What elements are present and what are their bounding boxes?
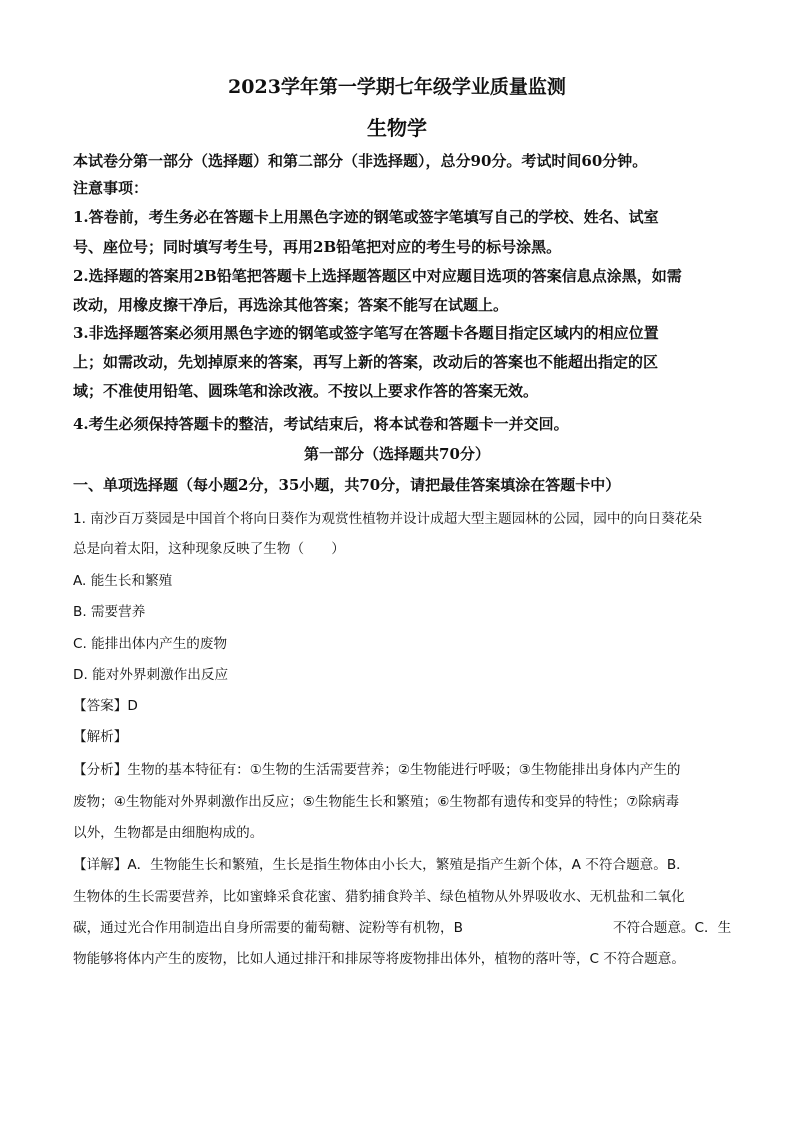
section-heading: 一、单项选择题（每小题2分，35小题，共70分，请把最佳答案填涂在答题卡中） (73, 476, 621, 494)
question-1-stem-line-1: 1. 南沙百万葵园是中国首个将向日葵作为观赏性植物并设计成超大型主题园林的公园，园中的向日葵花朵 (73, 511, 703, 527)
option-a: A. 能生长和繁殖 (73, 573, 173, 589)
xiangjie-line-2: 生物体的生长需要营养，比如蜜蜂采食花蜜、猎豹捕食羚羊、绿色植物从外界吸收水、无机盐和二氧化 (73, 889, 685, 905)
notice-3-line-1: 3.非选择题答案必须用黑色字迹的钢笔或签字笔写在答题卡各题目指定区域内的相应位置 (73, 324, 659, 342)
notice-3-line-2: 上；如需改动，先划掉原来的答案，再写上新的答案，改动后的答案也不能超出指定的区 (73, 353, 659, 371)
option-b: B. 需要营养 (73, 604, 146, 620)
notice-3-line-3: 域；不准使用铅笔、圆珠笔和涂改液。不按以上要求作答的答案无效。 (73, 382, 539, 400)
notice-4-line-1: 4.考生必须保持答题卡的整洁，考试结束后，将本试卷和答题卡一并交回。 (73, 415, 569, 433)
question-1-stem-line-2: 总是向着太阳，这种现象反映了生物（ ） (73, 541, 345, 557)
xiangjie-line-4: 物能够将体内产生的废物，比如人通过排汗和排尿等将废物排出体外，植物的落叶等，C 不符合题意。 (73, 951, 685, 967)
part1-heading: 第一部分（选择题共70分） (304, 445, 490, 463)
fenxi-line-3: 以外，生物都是由细胞构成的。 (73, 825, 264, 841)
notice-2-line-2: 改动，用橡皮擦干净后，再选涂其他答案；答案不能写在试题上。 (73, 296, 509, 314)
notice-heading: 注意事项： (73, 179, 149, 197)
xiangjie-line-3-part-1: 碳，通过光合作用制造出自身所需要的葡萄糖、淀粉等有机物，B (73, 920, 463, 936)
notice-1-line-1: 1.答卷前，考生务必在答题卡上用黑色字迹的钢笔或签字笔填写自己的学校、姓名、试室 (73, 208, 659, 226)
subject-title: 生物学 (367, 116, 427, 140)
option-d: D. 能对外界刺激作出反应 (73, 667, 229, 683)
xiangjie-line-1: 【详解】A．生物能生长和繁殖，生长是指生物体由小长大，繁殖是指产生新个体，A 不符合题意。B． (73, 857, 690, 873)
option-c: C. 能排出体内产生的废物 (73, 636, 228, 652)
notice-1-line-2: 号、座位号；同时填写考生号，再用2B铅笔把对应的考生号的标号涂黑。 (73, 238, 562, 256)
fenxi-line-2: 废物；④生物能对外界刺激作出反应；⑤生物能生长和繁殖；⑥生物都有遗传和变异的特性；⑦除病毒 (73, 794, 680, 810)
exam-title: 2023学年第一学期七年级学业质量监测 (228, 76, 566, 98)
answer-line (73, 694, 138, 714)
notice-2-line-1: 2.选择题的答案用2B铅笔把答题卡上选择题答题区中对应题目选项的答案信息点涂黑，如需 (73, 267, 682, 285)
fenxi-line-1: 【分析】生物的基本特征有：①生物的生活需要营养；②生物能进行呼吸；③生物能排出身体内产生的 (73, 762, 681, 778)
analysis-label: 【解析】 (73, 729, 128, 745)
xiangjie-line-3-part-2: 不符合题意。C．生 (612, 920, 732, 936)
intro-line: 本试卷分第一部分（选择题）和第二部分（非选择题），总分90分。考试时间60分钟。 (73, 152, 648, 170)
answer-label: 【答案】 (73, 698, 128, 714)
answer-value: D (127, 698, 138, 714)
xiangjie-line-3 (73, 916, 731, 936)
